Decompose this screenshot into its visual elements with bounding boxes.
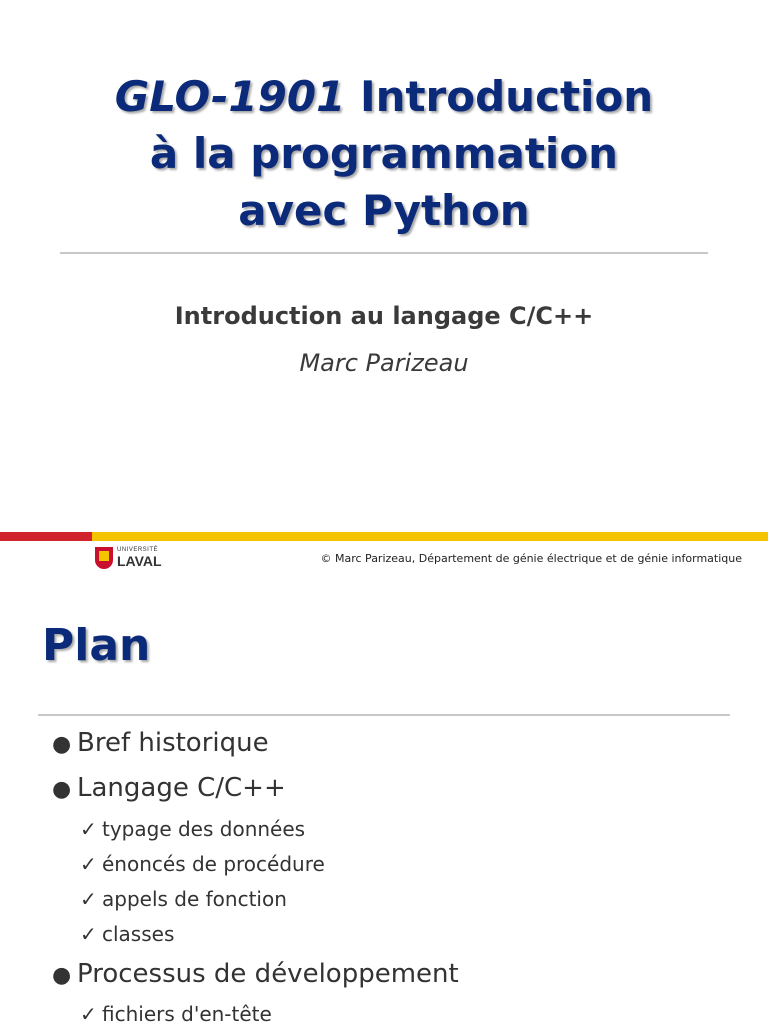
slide-subtitle: Introduction au langage C/C++ bbox=[174, 302, 594, 330]
outline-item-text: appels de fonction bbox=[102, 887, 287, 911]
outline-item-text: classes bbox=[102, 922, 175, 946]
outline-subitem bbox=[80, 1002, 272, 1026]
logo-text-small: UNIVERSITÉ bbox=[117, 547, 159, 553]
universite-laval-logo bbox=[95, 547, 165, 571]
slide-title bbox=[0, 68, 768, 239]
bullet-icon: ● bbox=[52, 777, 72, 802]
plan-outline bbox=[0, 576, 768, 1024]
bullet-icon: ● bbox=[52, 732, 72, 757]
outline-item bbox=[52, 728, 269, 758]
outline-item-text: énoncés de procédure bbox=[102, 852, 325, 876]
outline-subitem bbox=[80, 852, 325, 876]
outline-item bbox=[52, 773, 286, 803]
author-name: Marc Parizeau bbox=[299, 349, 469, 377]
course-code: GLO-1901 bbox=[114, 72, 346, 121]
title-line-1: Introduction bbox=[345, 72, 654, 121]
outline-item-text: Langage C/C++ bbox=[77, 773, 286, 803]
footer-color-bar bbox=[0, 532, 768, 541]
outline-item-text: fichiers d'en-tête bbox=[102, 1002, 272, 1026]
checkmark-icon: ✓ bbox=[80, 1002, 97, 1026]
checkmark-icon: ✓ bbox=[80, 887, 97, 911]
outline-item-text: typage des données bbox=[102, 817, 306, 841]
outline-item bbox=[52, 959, 459, 989]
checkmark-icon: ✓ bbox=[80, 922, 97, 946]
checkmark-icon: ✓ bbox=[80, 817, 97, 841]
bullet-icon: ● bbox=[52, 963, 72, 988]
outline-item-text: Processus de développement bbox=[77, 959, 459, 989]
outline-subitem bbox=[80, 922, 174, 946]
logo-text-big: LAVAL bbox=[117, 553, 162, 569]
outline-subitem bbox=[80, 887, 287, 911]
title-line-2: à la programmation bbox=[149, 129, 619, 178]
outline-subitem bbox=[80, 817, 305, 841]
plan-title: Plan bbox=[42, 620, 151, 671]
title-divider bbox=[60, 252, 708, 254]
laval-shield-icon bbox=[95, 547, 113, 569]
footer-bar-yellow bbox=[92, 532, 768, 541]
outline-item-text: Bref historique bbox=[77, 728, 269, 758]
footer-bar-red bbox=[0, 532, 92, 541]
title-line-3: avec Python bbox=[238, 186, 530, 235]
plan-slide bbox=[0, 576, 768, 1024]
checkmark-icon: ✓ bbox=[80, 852, 97, 876]
copyright-notice: © Marc Parizeau, Département de génie électrique et de génie informatique bbox=[320, 552, 742, 565]
